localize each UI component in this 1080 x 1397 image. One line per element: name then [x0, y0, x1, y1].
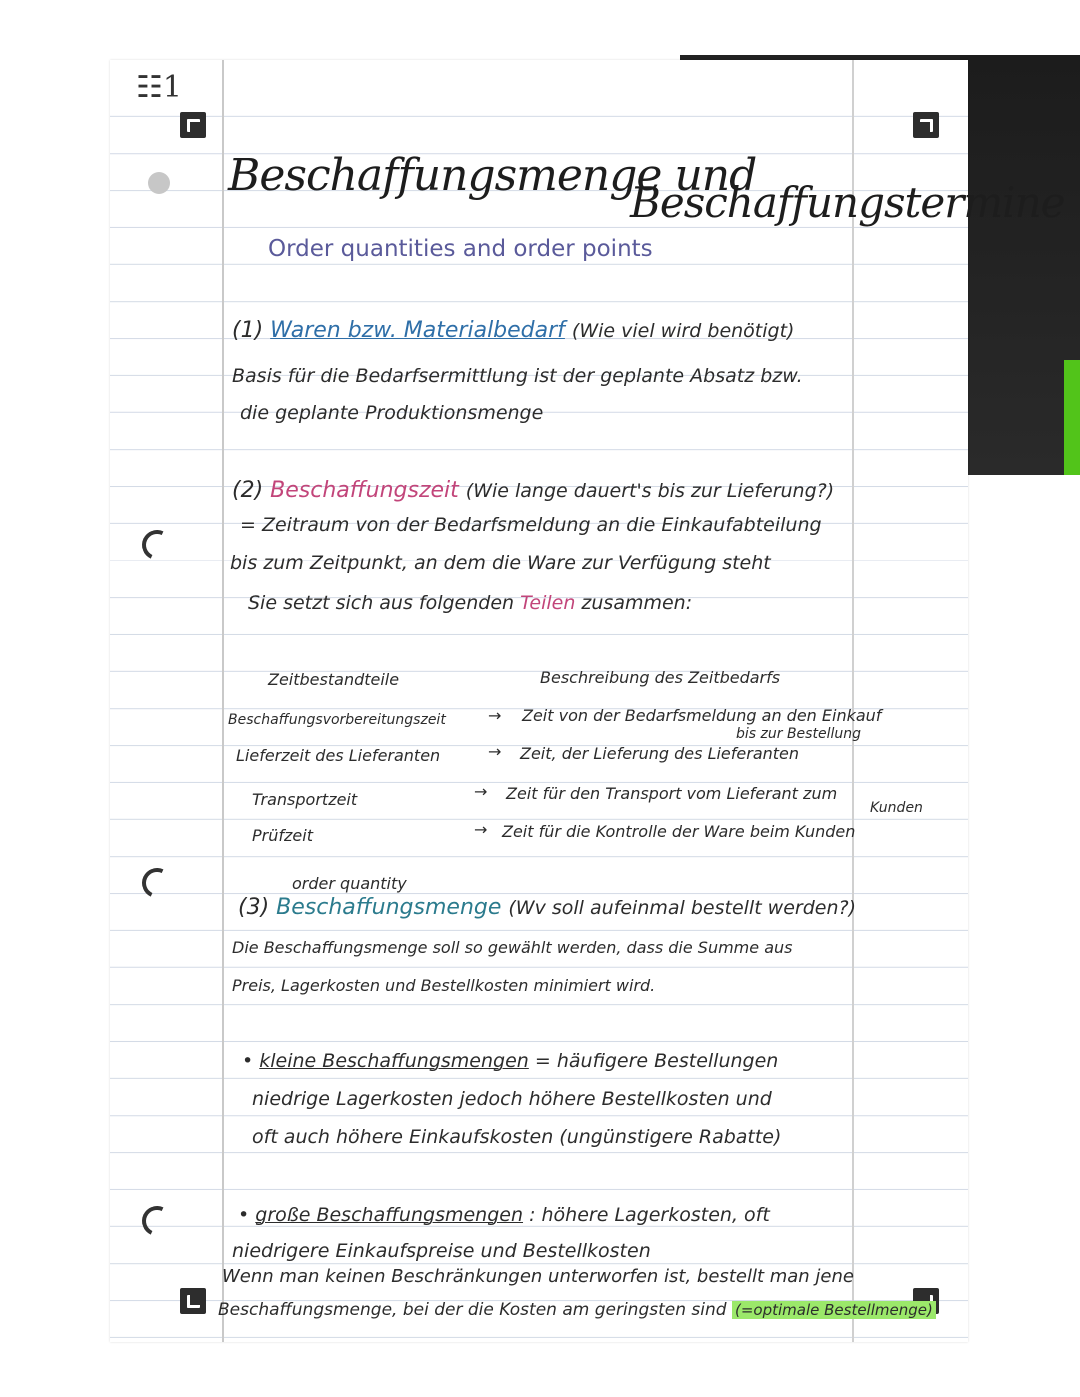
- conclusion-line1: Wenn man keinen Beschränkungen unterworfen ist, bestellt man jene: [222, 1266, 854, 1287]
- section2-line3-post: zusammen:: [581, 592, 693, 614]
- table-row-arrow: →: [488, 742, 502, 761]
- table-row-label: Transportzeit: [252, 790, 358, 809]
- section1-number: (1): [232, 318, 264, 343]
- table-row-label: Lieferzeit des Lieferanten: [236, 746, 441, 765]
- table-row-arrow: →: [474, 782, 488, 801]
- bullet2-line2: niedrigere Einkaufspreise und Bestellkosten: [232, 1240, 651, 1262]
- section2-line3-mid: Teilen: [520, 592, 576, 614]
- section1-line1: Basis für die Bedarfsermittlung ist der geplante Absatz bzw.: [232, 365, 803, 387]
- section2-heading: [232, 478, 834, 503]
- section3-line2: Preis, Lagerkosten und Bestellkosten minimiert wird.: [232, 976, 656, 995]
- table-row-description: Zeit für die Kontrolle der Ware beim Kunden: [502, 822, 856, 841]
- right-margin-line: [852, 60, 854, 1342]
- table-header-right: Beschreibung des Zeitbedarfs: [540, 668, 781, 687]
- table-row-description: Zeit von der Bedarfsmeldung an den Einkauf: [522, 706, 882, 725]
- table-row-extra: Kunden: [870, 800, 923, 816]
- bullet2-eq: :: [529, 1204, 536, 1226]
- section3-annotation: order quantity: [292, 874, 407, 893]
- table-row-arrow: →: [488, 706, 502, 725]
- bullet2-line1: [238, 1204, 770, 1226]
- section1-title: Waren bzw. Materialbedarf: [270, 318, 565, 343]
- table-row-label: Prüfzeit: [252, 826, 313, 845]
- conclusion-text: Beschaffungsmenge, bei der die Kosten am geringsten sind: [218, 1300, 727, 1320]
- page-title-part2: Beschaffungstermine: [630, 178, 1065, 227]
- bullet2-rest: höhere Lagerkosten, oft: [541, 1204, 770, 1226]
- bullet1-rest: häufigere Bestellungen: [556, 1050, 779, 1072]
- bullet1-line1: [242, 1050, 778, 1072]
- punch-hole: [148, 172, 170, 194]
- section2-line1: = Zeitraum von der Bedarfsmeldung an die Einkaufabteilung: [240, 514, 822, 536]
- table-row-extra: bis zur Bestellung: [736, 726, 861, 742]
- margin-line: [222, 60, 224, 1342]
- section3-number: (3): [238, 895, 270, 920]
- page-title-part1: Beschaffungsmenge und: [228, 150, 757, 201]
- scan-corner-marker-icon: [180, 1288, 206, 1314]
- bullet-dot-icon: •: [242, 1050, 254, 1072]
- section3-heading: [238, 895, 856, 920]
- section2-question: (Wie lange dauert's bis zur Lieferung?): [465, 480, 835, 502]
- bullet1-line3: oft auch höhere Einkaufskosten (ungünstigere Rabatte): [252, 1126, 782, 1148]
- section2-line3-pre: Sie setzt sich aus folgenden: [248, 592, 515, 614]
- section2-line2: bis zum Zeitpunkt, an dem die Ware zur Verfügung steht: [230, 552, 771, 574]
- section2-title: Beschaffungszeit: [270, 478, 459, 503]
- optimal-quantity-highlight: (=optimale Bestellmenge): [732, 1301, 936, 1319]
- section3-line1: Die Beschaffungsmenge soll so gewählt werden, dass die Summe aus: [232, 938, 793, 957]
- scan-corner-marker-icon: [180, 112, 206, 138]
- bullet2-term: große Beschaffungsmengen: [255, 1204, 524, 1226]
- section1-heading: [232, 318, 794, 343]
- table-row-description: Zeit, der Lieferung des Lieferanten: [520, 744, 800, 763]
- table-row-arrow: →: [474, 820, 488, 839]
- section3-question: (Wv soll aufeinmal bestellt werden?): [508, 897, 857, 919]
- bullet1-line2: niedrige Lagerkosten jedoch höhere Bestellkosten und: [252, 1088, 772, 1110]
- background-accent: [1064, 360, 1080, 475]
- bullet-dot-icon: •: [238, 1204, 250, 1226]
- bullet1-term: kleine Beschaffungsmengen: [259, 1050, 529, 1072]
- conclusion-line2: [218, 1300, 936, 1320]
- section3-title: Beschaffungsmenge: [276, 895, 502, 920]
- page-number: ☷1: [136, 70, 182, 105]
- table-header-left: Zeitbestandteile: [268, 670, 400, 689]
- section1-question: (Wie viel wird benötigt): [571, 320, 795, 342]
- section2-line3: [248, 592, 692, 614]
- page-subtitle: Order quantities and order points: [268, 236, 653, 262]
- scan-corner-marker-icon: [913, 112, 939, 138]
- table-row-description: Zeit für den Transport vom Lieferant zum: [506, 784, 838, 803]
- bullet1-eq: =: [534, 1050, 551, 1072]
- background-surface: [960, 55, 1080, 475]
- section2-number: (2): [232, 478, 264, 503]
- section1-line2: die geplante Produktionsmenge: [240, 402, 544, 424]
- table-row-label: Beschaffungsvorbereitungszeit: [228, 712, 446, 728]
